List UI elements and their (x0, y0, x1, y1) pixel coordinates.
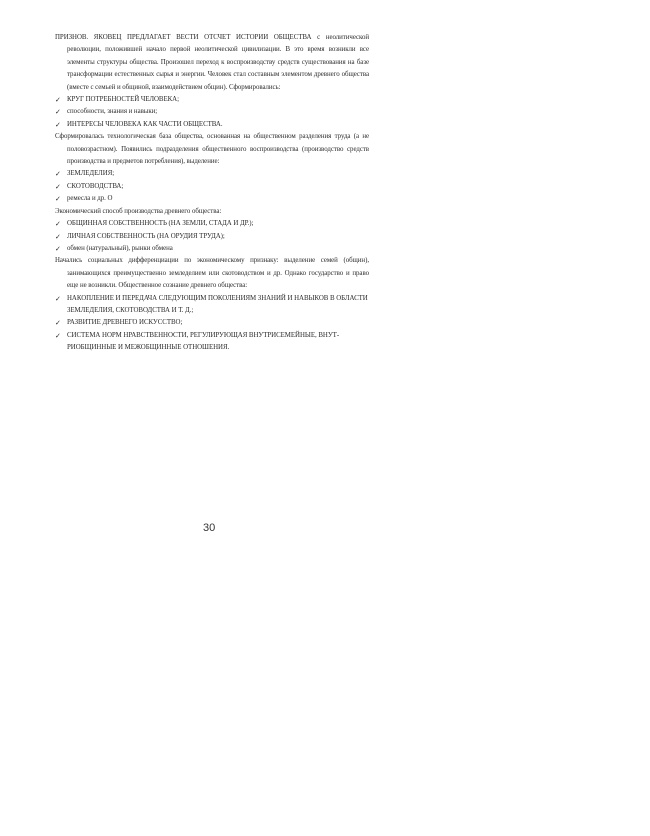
list-item: ✓ СКОТОВОДСТВА; (55, 181, 369, 193)
economy-paragraph: Экономический способ производства древнего общества: (55, 207, 222, 215)
list-item: ✓ ЛИЧНАЯ СОБСТВЕННОСТЬ (НА ОРУДИЯ ТРУДА); (55, 231, 369, 243)
technology-paragraph: Сформировалась технологическая база общества, основанная на общественном разделения труда (а не половозрастном). Появились подразделения общественного воспроизводства (производство средств производства и предметов потребления), выделение: (55, 133, 369, 166)
needs-list (55, 94, 369, 131)
checkmark-icon: ✓ (55, 294, 61, 303)
consciousness-list (55, 293, 369, 355)
intro-paragraph: ПРИЗНОВ. ЯКОВЕЦ ПРЕДЛАГАЕТ ВЕСТИ ОТСЧЕТ ИСТОРИИ ОБЩЕСТВА с неолитической революции, положившей начало первой неолитической цивилизации. В это время возникли все элементы структуры общества. Произошел переход к воспроизводству средств существования на базе трансформации естественных сырья и энергии. Человек стал составным элементом древнего общества (вместе с семьей и общиной, взаимодействием общин). Сформировались: (55, 34, 369, 91)
list-item: ✓ ЗЕМЛЕДЕЛИЯ; (55, 168, 369, 180)
list-item: ✓ способности, знания и навыки; (55, 106, 369, 118)
list-item: ✓ НАКОПЛЕНИЕ И ПЕРЕДАЧА СЛЕДУЮЩИМ ПОКОЛЕНИЯМ ЗНАНИЙ И НАВЫКОВ В ОБЛАСТИ ЗЕМЛЕДЕЛИЯ, СКОТОВОДСТВА И Т. Д.; (55, 294, 368, 314)
checkmark-icon: ✓ (55, 182, 61, 191)
list-item: ✓ обмен (натуральный), рынки обмена (55, 243, 369, 255)
branches-list (55, 168, 369, 205)
checkmark-icon: ✓ (55, 170, 61, 179)
checkmark-icon: ✓ (55, 195, 61, 204)
list-item: ✓ КРУГ ПОТРЕБНОСТЕЙ ЧЕЛОВЕКА; (55, 94, 369, 106)
checkmark-icon: ✓ (55, 120, 61, 129)
checkmark-icon: ✓ (55, 232, 61, 241)
list-item: ✓ ремесла и др. О (55, 193, 369, 205)
economy-list (55, 218, 369, 255)
list-item: ✓ ИНТЕРЕСЫ ЧЕЛОВЕКА КАК ЧАСТИ ОБЩЕСТВА. (55, 119, 369, 131)
checkmark-icon: ✓ (55, 96, 61, 105)
page-number: 30 (203, 522, 216, 534)
list-item: ✓ СИСТЕМА НОРМ НРАВСТВЕННОСТИ, РЕГУЛИРУЮЩАЯ ВНУТРИСЕМЕЙНЫЕ, ВНУТ-РИОБЩИННЫЕ И МЕЖОБЩИННЫЕ ОТНОШЕНИЯ. (55, 331, 340, 352)
checkmark-icon: ✓ (55, 244, 61, 253)
checkmark-icon: ✓ (55, 331, 61, 340)
list-item: ✓ РАЗВИТИЕ ДРЕВНЕГО ИСКУССТВО; (55, 317, 369, 329)
checkmark-icon: ✓ (55, 220, 61, 229)
document-body (55, 32, 369, 355)
checkmark-icon: ✓ (55, 319, 61, 328)
list-item: ✓ ОБЩИННАЯ СОБСТВЕННОСТЬ (НА ЗЕМЛИ, СТАДА И ДР.); (55, 218, 369, 230)
social-paragraph: Начались социальных дифференциации по экономическому признаку: выделение семей (общин), занимающихся преимущественно земледелием или скотоводством и др. Однако государство и право еще не возникли. Общественное сознание древнего общества: (55, 257, 369, 290)
checkmark-icon: ✓ (55, 108, 61, 117)
